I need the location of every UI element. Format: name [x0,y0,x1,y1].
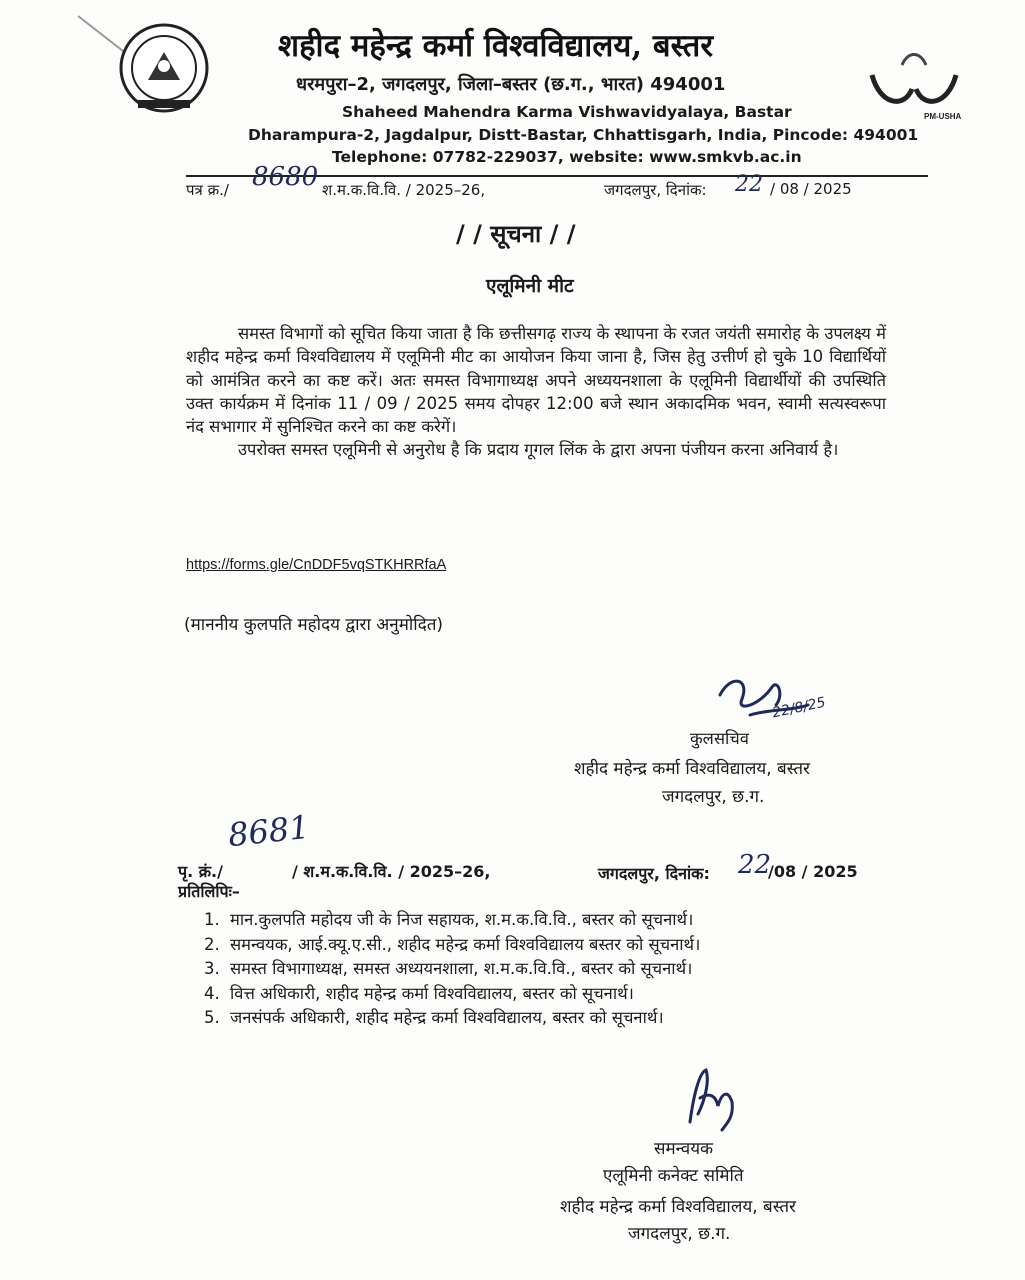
registration-link[interactable]: https://forms.gle/CnDDF5vqSTKHRRfaA [186,557,447,573]
contact-line: Telephone: 07782-229037, website: www.smkvb.ac.in [332,148,802,166]
endorsement-date-day: 22 [738,850,772,880]
coordinator-signature-icon [676,1062,746,1132]
endorsement-ref-prefix: पृ. क्रं./ [178,862,223,881]
letter-ref-prefix: पत्र क्र./ [186,181,229,199]
coordinator-city: जगदलपुर, छ.ग. [628,1224,731,1244]
list-item: 1. मान.कुलपति महोदय जी के निज सहायक, श.म.क.वि.वि., बस्तर को सूचनार्थ। [204,910,694,929]
copy-to-label: प्रतिलिपिः– [178,882,240,901]
coordinator-committee: एलूमिनी कनेक्ट समिति [603,1166,744,1186]
registrar-sign-date: 22/8/25 [770,694,828,722]
notice-title: / / सूचना / / [456,220,576,248]
endorsement-ref-number: 8681 [226,807,312,855]
notice-subject: एलूमिनी मीट [486,275,574,297]
address-english: Dharampura-2, Jagdalpur, Distt-Bastar, Chhattisgarh, India, Pincode: 494001 [248,126,919,144]
university-seal-icon [118,22,210,114]
notice-paragraph-1: समस्त विभागों को सूचित किया जाता है कि छत्तीसगढ़ राज्य के स्थापना के रजत जयंती समारोह के उपलक्ष्य में शहीद महेन्द्र कर्मा विश्वविद्यालय में एलूमिनी मीट का आयोजन किया जाना है, जिस हेतु उत्तीर्ण हो चुके 10 विद्यार्थियों को आमंत्रित करने का कष्ट करें। अतः समस्त विभागाध्यक्ष अपने अध्ययनशाला के एलूमिनी विद्यार्थीयों की उपस्थिति उक्त कार्यक्रम में दिनांक 11 / 09 / 2025 समय दोपहर 12:00 बजे स्थान अकादमिक भवन, स्वामी सत्यस्वरूपा नंद सभागार में सुनिश्चित करने का कष्ट करेगें। [186,324,886,437]
list-item: 5. जनसंपर्क अधिकारी, शहीद महेन्द्र कर्मा विश्वविद्यालय, बस्तर को सूचनार्थ। [204,1008,664,1028]
coordinator-organization: शहीद महेन्द्र कर्मा विश्वविद्यालय, बस्तर [560,1197,796,1217]
copy-to-list [204,907,700,1030]
endorsement-date-prefix: जगदलपुर, दिनांक: [598,864,710,883]
pm-usha-logo-icon [858,45,970,123]
registrar-city: जगदलपुर, छ.ग. [662,787,765,807]
list-item: 2. समन्वयक, आई.क्यू.ए.सी., शहीद महेन्द्र कर्मा विश्वविद्यालय बस्तर को सूचनार्थ। [204,934,701,954]
endorsement-ref-suffix: / श.म.क.वि.वि. / 2025–26, [292,862,491,881]
address-hindi: धरमपुरा–2, जगदलपुर, जिला–बस्तर (छ.ग., भारत) 494001 [296,74,726,95]
letter-ref-suffix: श.म.क.वि.वि. / 2025–26, [322,181,486,199]
university-name-english: Shaheed Mahendra Karma Vishwavidyalaya, Bastar [342,103,792,121]
approval-note: (माननीय कुलपति महोदय द्वारा अनुमोदित) [184,615,444,635]
letter-date-rest: / 08 / 2025 [770,180,852,198]
endorsement-date-rest: /08 / 2025 [768,862,858,881]
registrar-organization: शहीद महेन्द्र कर्मा विश्वविद्यालय, बस्तर [574,759,810,779]
letter-date-day: 22 [735,172,763,197]
list-item: 4. वित्त अधिकारी, शहीद महेन्द्र कर्मा विश्वविद्यालय, बस्तर को सूचनार्थ। [204,983,634,1003]
notice-body [186,322,886,462]
letter-date-prefix: जगदलपुर, दिनांक: [604,181,707,199]
notice-paragraph-2: उपरोक्त समस्त एलूमिनी से अनुरोध है कि प्रदाय गूगल लिंक के द्वारा अपना पंजीयन करना अनिवार्य है। [238,440,839,460]
list-item: 3. समस्त विभागाध्यक्ष, समस्त अध्ययनशाला, श.म.क.वि.वि., बस्तर को सूचनार्थ। [204,959,693,979]
letter-ref-number: 8680 [252,162,319,192]
pm-usha-text: PM-USHA [924,112,962,121]
coordinator-designation: समन्वयक [654,1139,714,1159]
registrar-designation: कुलसचिव [690,729,749,748]
university-name-hindi: शहीद महेन्द्र कर्मा विश्वविद्यालय, बस्तर [278,28,714,64]
